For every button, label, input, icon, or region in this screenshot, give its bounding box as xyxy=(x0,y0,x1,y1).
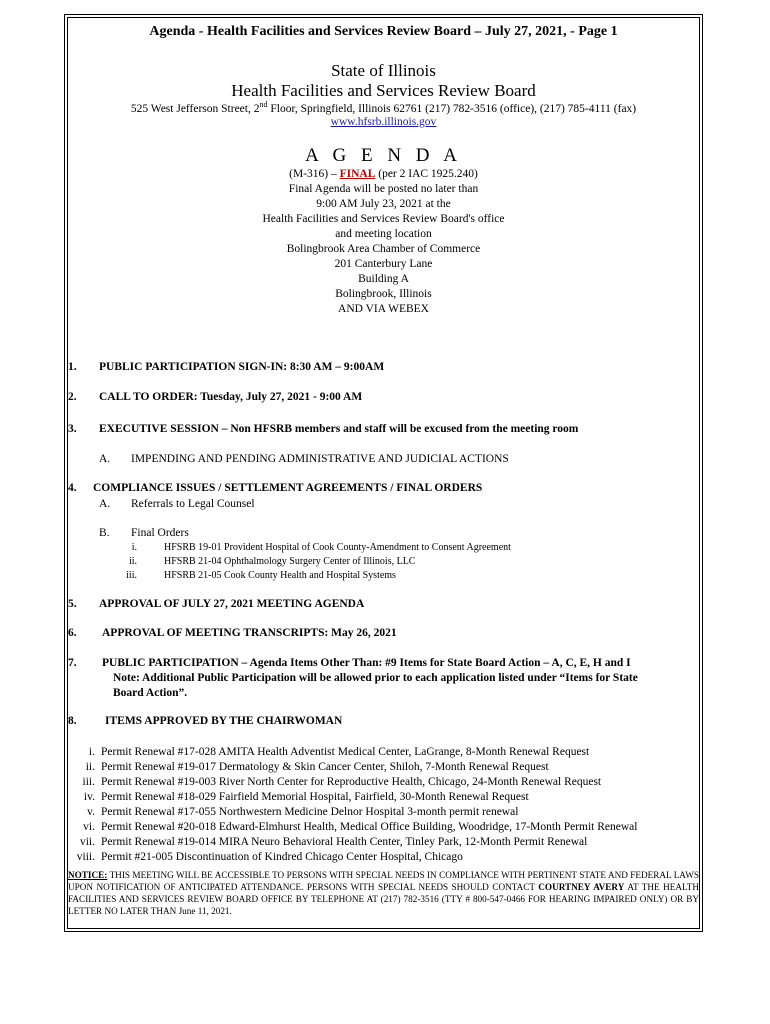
item-2-number: 2. xyxy=(68,391,77,403)
item-7-text-line3: Board Action”. xyxy=(113,687,188,699)
website-link[interactable]: www.hfsrb.illinois.gov xyxy=(330,116,437,128)
item-3-text: EXECUTIVE SESSION – Non HFSRB members and staff will be excused from the meeting room xyxy=(99,423,579,435)
permit-roman: vi. xyxy=(83,821,95,833)
item-5-number: 5. xyxy=(68,598,77,610)
agenda-page xyxy=(64,14,703,932)
page-header-title: Agenda - Health Facilities and Services Review Board – July 27, 2021, - Page 1 xyxy=(149,24,618,39)
agenda-code-line xyxy=(65,167,702,182)
agenda-line: Building A xyxy=(358,273,409,285)
order-item: HFSRB 21-04 Ophthalmology Surgery Center of Illinois, LLC xyxy=(164,556,416,567)
notice-body: THIS MEETING WILL BE ACCESSIBLE TO PERSONS WITH SPECIAL NEEDS IN COMPLIANCE WITH PERTINENT STATE AND FEDERAL LAWS UPON NOTIFICATION OF ANTICIPATED ATTENDANCE. PERSONS WITH SPECIAL NEEDS SHOULD CONTACT xyxy=(68,870,699,892)
masthead-address: 525 West Jefferson Street, 2nd Floor, Springfield, Illinois 62761 (217) 782-3516 (office), (217) 785-4111 (fax) xyxy=(130,100,637,115)
permit-roman: iv. xyxy=(83,791,95,803)
item-4a-letter: A. xyxy=(99,498,111,510)
permit-roman: viii. xyxy=(76,851,95,863)
masthead-board: Health Facilities and Services Review Board xyxy=(231,81,536,100)
agenda-code-prefix: (M-316) – xyxy=(289,168,340,180)
permit-text: Permit Renewal #19-014 MIRA Neuro Behavioral Health Center, Tinley Park, 12-Month Permit Renewal xyxy=(101,836,588,848)
permit-text: Permit #21-005 Discontinuation of Kindred Chicago Center Hospital, Chicago xyxy=(101,851,463,863)
notice-body-continued: AT THE HEALTH FACILITIES AND SERVICES REVIEW BOARD OFFICE BY TELEPHONE AT (217) 782-3516 (TTY # 800-547-0466 FOR HEARING IMPAIRED ONLY) OR BY LETTER NO LATER THAN June 11, 2021. xyxy=(68,882,699,916)
order-item: HFSRB 21-05 Cook County Health and Hospital Systems xyxy=(164,570,396,581)
item-3a-text: IMPENDING AND PENDING ADMINISTRATIVE AND JUDICIAL ACTIONS xyxy=(131,453,509,465)
notice-contact-name: COURTNEY AVERY xyxy=(538,882,625,892)
permit-roman: ii. xyxy=(85,761,95,773)
item-3-number: 3. xyxy=(68,423,77,435)
item-1-number: 1. xyxy=(68,361,77,373)
final-marker: FINAL xyxy=(339,168,376,180)
item-8-text: ITEMS APPROVED BY THE CHAIRWOMAN xyxy=(105,715,343,727)
masthead-state: State of Illinois xyxy=(331,61,436,80)
permit-roman: v. xyxy=(87,806,95,818)
item-7-number: 7. xyxy=(68,657,77,669)
item-4a-text: Referrals to Legal Counsel xyxy=(131,498,255,510)
item-4-text: COMPLIANCE ISSUES / SETTLEMENT AGREEMENTS / FINAL ORDERS xyxy=(93,482,483,494)
item-7-text-line1: PUBLIC PARTICIPATION – Agenda Items Other Than: #9 Items for State Board Action – A, C, E, H and I xyxy=(102,657,631,669)
permit-roman: iii. xyxy=(82,776,95,788)
permit-text: Permit Renewal #18-029 Fairfield Memorial Hospital, Fairfield, 30-Month Renewal Request xyxy=(101,791,529,803)
agenda-line: Health Facilities and Services Review Board's office xyxy=(262,213,505,225)
agenda-line: 201 Canterbury Lane xyxy=(334,258,433,270)
order-roman: ii. xyxy=(128,556,137,567)
permit-roman: vii. xyxy=(79,836,95,848)
agenda-line: AND VIA WEBEX xyxy=(338,303,429,315)
order-item: HFSRB 19-01 Provident Hospital of Cook County-Amendment to Consent Agreement xyxy=(164,542,511,553)
permit-roman: i. xyxy=(88,746,95,758)
item-1-text: PUBLIC PARTICIPATION SIGN-IN: 8:30 AM – 9:00AM xyxy=(99,361,385,373)
agenda-line: and meeting location xyxy=(335,228,432,240)
agenda-line: Bolingbrook Area Chamber of Commerce xyxy=(286,243,481,255)
permit-text: Permit Renewal #19-003 River North Center for Reproductive Health, Chicago, 24-Month Renewal Request xyxy=(101,776,602,788)
agenda-line: Final Agenda will be posted no later than xyxy=(288,183,479,195)
item-4b-letter: B. xyxy=(99,527,110,539)
item-7-text-line2: Note: Additional Public Participation will be allowed prior to each application listed under “Items for State xyxy=(113,672,638,684)
agenda-details xyxy=(65,167,702,317)
order-roman: i. xyxy=(131,542,137,553)
accessibility-notice xyxy=(68,869,699,917)
permit-text: Permit Renewal #17-055 Northwestern Medicine Delnor Hospital 3-month permit renewal xyxy=(101,806,519,818)
permit-text: Permit Renewal #20-018 Edward-Elmhurst Health, Medical Office Building, Woodridge, 17-Month Permit Renewal xyxy=(101,821,638,833)
order-roman: iii. xyxy=(126,570,137,581)
item-6-text: APPROVAL OF MEETING TRANSCRIPTS: May 26, 2021 xyxy=(102,627,397,639)
agenda-code-suffix: (per 2 IAC 1925.240) xyxy=(375,168,478,180)
item-5-text: APPROVAL OF JULY 27, 2021 MEETING AGENDA xyxy=(99,598,365,610)
agenda-heading: A G E N D A xyxy=(305,145,462,166)
item-8-number: 8. xyxy=(68,715,77,727)
permit-text: Permit Renewal #17-028 AMITA Health Adventist Medical Center, LaGrange, 8-Month Renewal Request xyxy=(101,746,590,758)
agenda-line: Bolingbrook, Illinois xyxy=(335,288,432,300)
item-3a-letter: A. xyxy=(99,453,111,465)
permit-text: Permit Renewal #19-017 Dermatology & Skin Cancer Center, Shiloh, 7-Month Renewal Request xyxy=(101,761,549,773)
agenda-line: 9:00 AM July 23, 2021 at the xyxy=(316,198,451,210)
item-2-text: CALL TO ORDER: Tuesday, July 27, 2021 - 9:00 AM xyxy=(99,391,363,403)
notice-label: NOTICE: xyxy=(68,870,108,880)
item-4b-text: Final Orders xyxy=(131,527,189,539)
item-6-number: 6. xyxy=(68,627,77,639)
item-4-number: 4. xyxy=(68,482,77,494)
